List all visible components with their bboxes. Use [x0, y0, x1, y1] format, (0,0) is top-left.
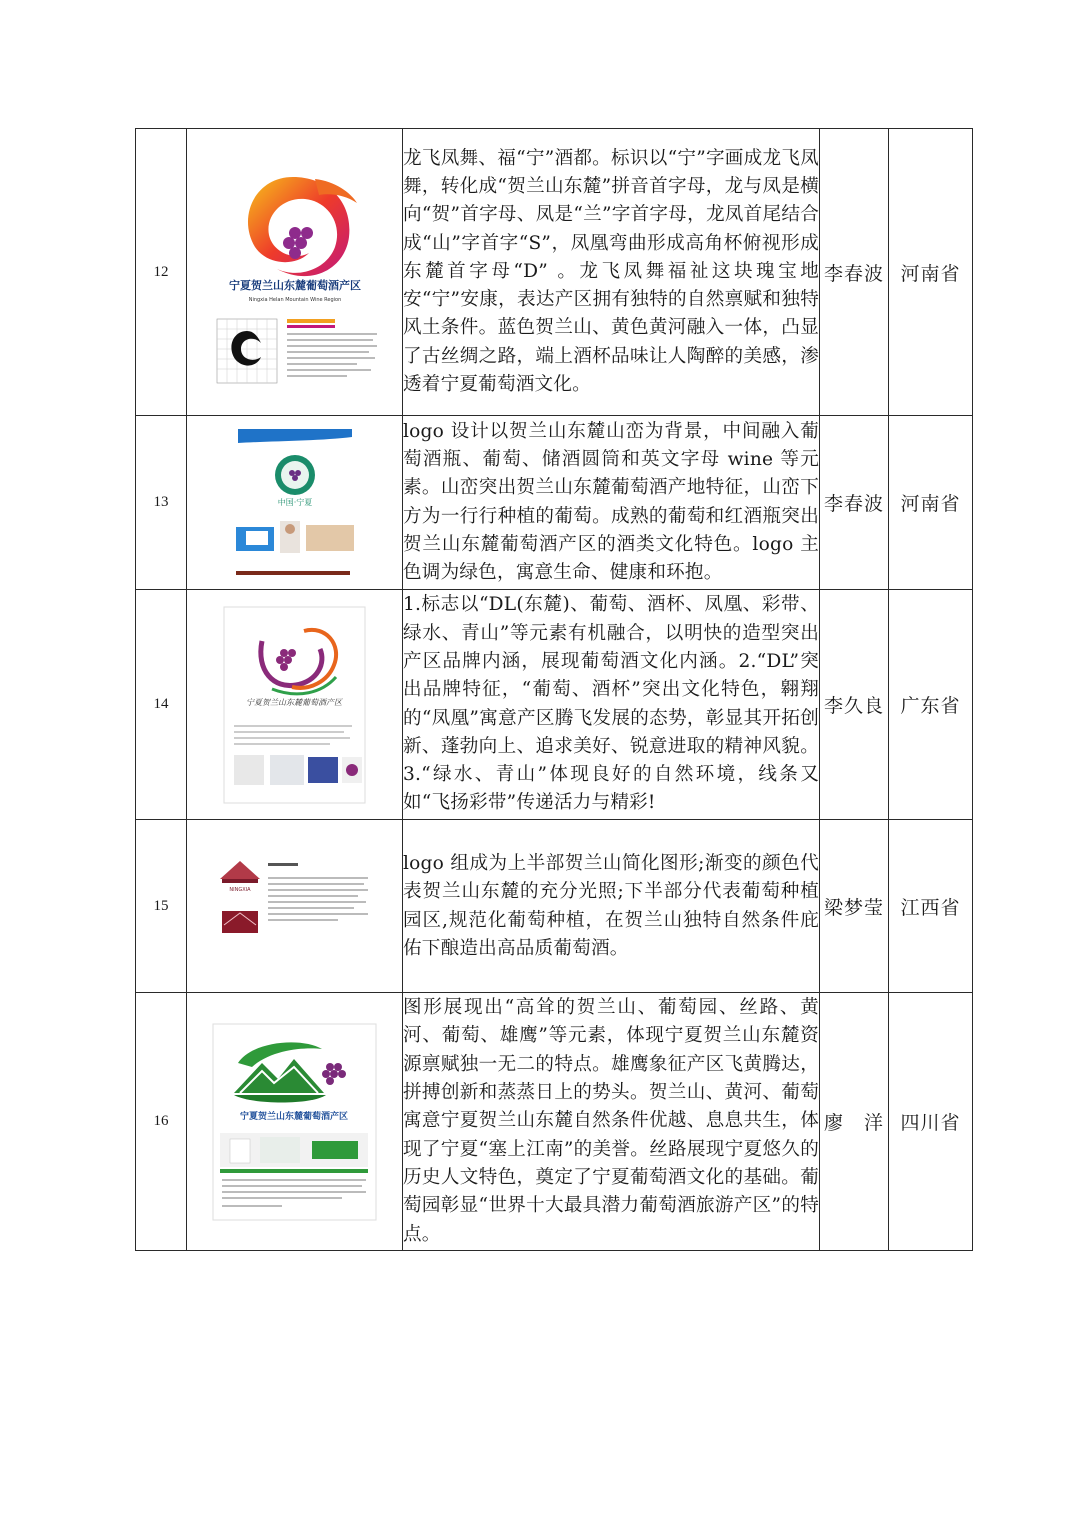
logo-thumbnail-cell: [187, 416, 403, 590]
entry-province: 江西省: [889, 820, 973, 993]
entry-description: logo 组成为上半部贺兰山简化图形;渐变的颜色代表贺兰山东麓的充分光照;下半部分代表葡萄种植园区,规范化葡萄种植，在贺兰山独特自然条件庇佑下酿造出高品质葡萄酒。: [403, 820, 820, 993]
entry-author: 李春波: [820, 416, 889, 590]
entry-description: logo 设计以贺兰山东麓山峦为背景，中间融入葡萄酒瓶、葡萄、储酒圆筒和英文字母 wine 等元素。山峦突出贺兰山东麓葡萄酒产地特征，山峦下方为一行行种植的葡萄。成熟的葡萄和红酒瓶突出贺兰山东麓葡萄酒产区的酒类文化特色。logo 主色调为绿色，寓意生命、健康和环抱。: [403, 416, 820, 590]
logo-caption: 宁夏贺兰山东麓葡萄酒产区: [246, 697, 342, 707]
logo-caption: 中国·宁夏: [277, 497, 312, 507]
table-row: [136, 993, 973, 1251]
logo-dl-phoenix-image: [222, 605, 367, 805]
entry-author: 李春波: [820, 129, 889, 416]
entry-description: 图形展现出“高耸的贺兰山、葡萄园、丝路、黄河、葡萄、雄鹰”等元素，体现宁夏贺兰山东麓资源禀赋独一无二的特点。雄鹰象征产区飞黄腾达，拼搏创新和蒸蒸日上的势头。贺兰山、黄河、葡萄寓意宁夏贺兰山东麓自然条件优越、息息共生，体现了宁夏“塞上江南”的美誉。丝路展现宁夏悠久的历史人文特色，奠定了宁夏葡萄酒文化的基础。葡萄园彰显“世界十大最具潜力葡萄酒旅游产区”的特点。: [403, 993, 820, 1251]
entry-province: 四川省: [889, 993, 973, 1251]
logo-green-circle-image: [230, 423, 360, 583]
logo-thumbnail-cell: [187, 129, 403, 416]
logo-caption: 宁夏贺兰山东麓葡萄酒产区: [239, 1111, 349, 1122]
logo-swirl-image: [195, 137, 395, 407]
entry-number: 15: [136, 820, 187, 993]
entry-province: 广东省: [889, 590, 973, 820]
logo-caption: 宁夏贺兰山东麓葡萄酒产区: [228, 279, 361, 292]
logo-mountain-vineyard-image: [210, 851, 380, 961]
entries-table: [135, 128, 973, 1251]
logo-thumbnail-cell: [187, 993, 403, 1251]
table-row: [136, 590, 973, 820]
logo-thumbnail-cell: [187, 820, 403, 993]
entry-number: 12: [136, 129, 187, 416]
logo-thumbnail-cell: [187, 590, 403, 820]
entry-author: 梁梦莹: [820, 820, 889, 993]
entry-province: 河南省: [889, 129, 973, 416]
entry-description: 龙飞凤舞、福“宁”酒都。标识以“宁”字画成龙飞凤舞，转化成“贺兰山东麓”拼音首字母，龙与凤是横向“贺”首字母、凤是“兰”字首字母，龙凤首尾结合成“山”字首字“S”，凤凰弯曲形成高角杯俯视形成东麓首字母“D” 。龙飞凤舞福祉这块瑰宝地安“宁”安康，表达产区拥有独特的自然禀赋和独特风土条件。蓝色贺兰山、黄色黄河融入一体，凸显了古丝绸之路，端上酒杯品味让人陶醉的美感，渗透着宁夏葡萄酒文化。: [403, 129, 820, 416]
logo-caption: NINGXIA: [228, 887, 251, 893]
entry-author: 廖 洋: [820, 993, 889, 1251]
table-row: [136, 129, 973, 416]
entry-author: 李久良: [820, 590, 889, 820]
entry-province: 河南省: [889, 416, 973, 590]
entry-number: 16: [136, 993, 187, 1251]
logo-caption-en: Ningxia Helan Mountain Wine Region: [248, 297, 341, 303]
table-row: [136, 820, 973, 993]
logo-green-mountain-image: [212, 1023, 377, 1221]
entry-number: 13: [136, 416, 187, 590]
entry-number: 14: [136, 590, 187, 820]
entry-description: 1.标志以“DL(东麓)、葡萄、酒杯、凤凰、彩带、绿水、青山”等元素有机融合，以明快的造型突出产区品牌内涵，展现葡萄酒文化内涵。2.“DL”突出品牌特征，“葡萄、酒杯”突出文化特色，翱翔的“凤凰”寓意产区腾飞发展的态势，彰显其开拓创新、蓬勃向上、追求美好、锐意进取的精神风貌。3.“绿水、青山”体现良好的自然环境，线条又如“飞扬彩带”传递活力与精彩!: [403, 590, 820, 820]
table-row: [136, 416, 973, 590]
